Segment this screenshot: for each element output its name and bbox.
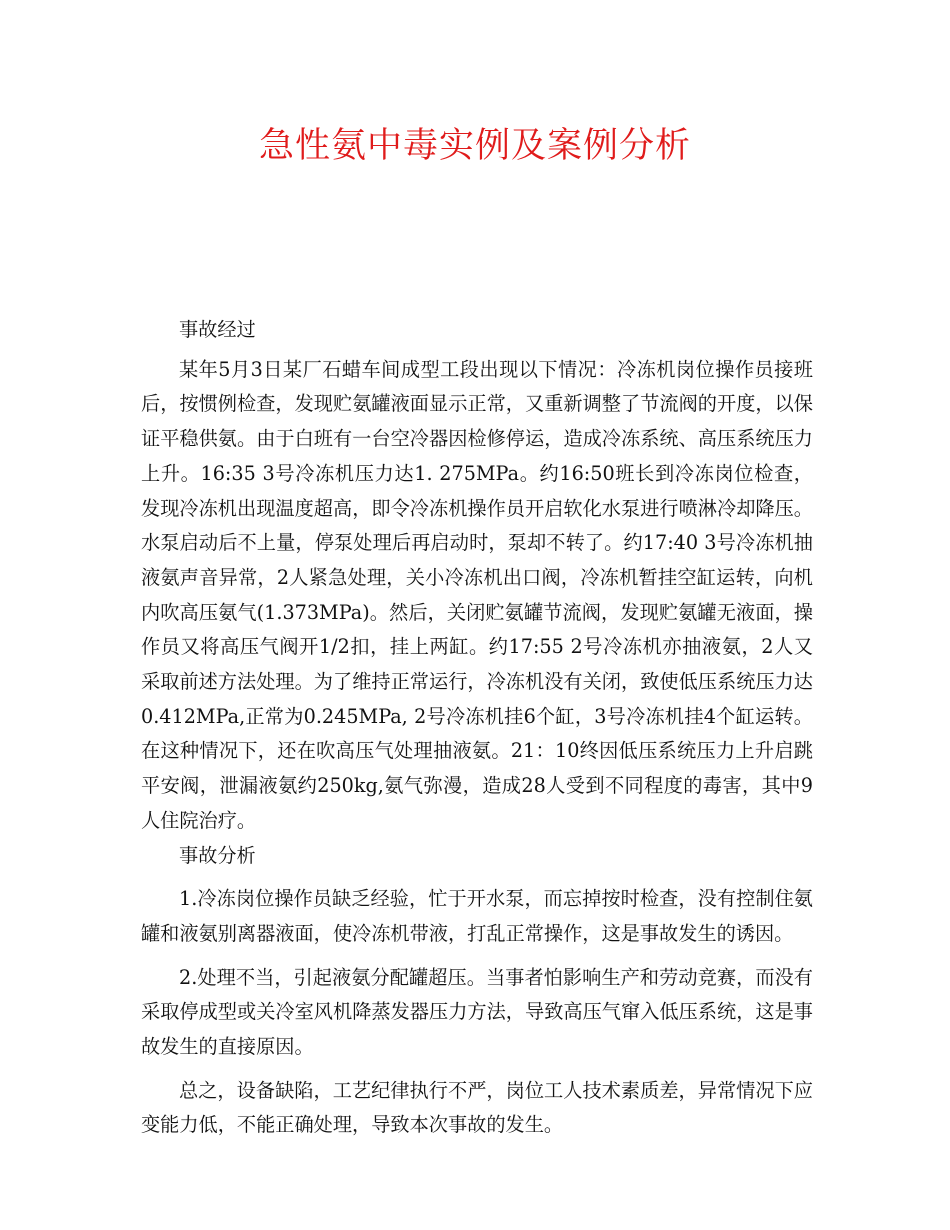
section-heading-accident-process: 事故经过 bbox=[179, 318, 256, 341]
paragraph-analysis-1: 1.冷冻岗位操作员缺乏经验，忙于开水泵，而忘掉按时检查，没有控制住氨罐和液氨别离器液面，使冷冻机带液，打乱正常操作，这是事故发生的诱因。 bbox=[141, 887, 813, 945]
paragraph-accident-process: 某年5月3日某厂石蜡车间成型工段出现以下情况：冷冻机岗位操作员接班后，按惯例检查，发现贮氨罐液面显示正常，又重新调整了节流阀的开度，以保证平稳供氨。由于白班有一台空冷器因检修停运，造成冷冻系统、高压系统压力上升。16:35 3号冷冻机压力达1. 275MPa。约16:50班长到冷冻岗位检查，发现冷冻机出现温度超高，即令冷冻机操作员开启软化水泵进行喷淋冷却降压。水泵启动后不上量，停泵处理后再启动时，泵却不转了。约17:40 3号冷冻机抽液氨声音异常，2人紧急处理，关小冷冻机出口阀，冷冻机暂挂空缸运转，向机内吹高压氨气(1.373MPa)。然后，关闭贮氨罐节流阀，发现贮氨罐无液面，操作员又将高压气阀开1/2扣，挂上两缸。约17:55 2号冷冻机亦抽液氨，2人又采取前述方法处理。为了维持正常运行，冷冻机没有关闭，致使低压系统压力达0.412MPa,正常为0.245MPa, 2号冷冻机挂6个缸，3号冷冻机挂4个缸运转。在这种情况下，还在吹高压气处理抽液氨。21：10终因低压系统压力上升启跳平安阀，泄漏液氨约250kg,氨气弥漫，造成28人受到不同程度的毒害，其中9人住院治疗。 bbox=[141, 357, 813, 832]
document-title: 急性氨中毒实例及案例分析 bbox=[258, 126, 691, 166]
document-body bbox=[141, 313, 813, 1143]
paragraph-analysis-2: 2.处理不当，引起液氨分配罐超压。当事者怕影响生产和劳动竞赛，而没有采取停成型或关冷室风机降蒸发器压力方法，导致高压气窜入低压系统，这是事故发生的直接原因。 bbox=[141, 965, 813, 1059]
paragraph-conclusion: 总之，设备缺陷，工艺纪律执行不严，岗位工人技术素质差，异常情况下应变能力低，不能正确处理，导致本次事故的发生。 bbox=[141, 1078, 813, 1137]
section-heading-accident-analysis: 事故分析 bbox=[179, 843, 256, 867]
